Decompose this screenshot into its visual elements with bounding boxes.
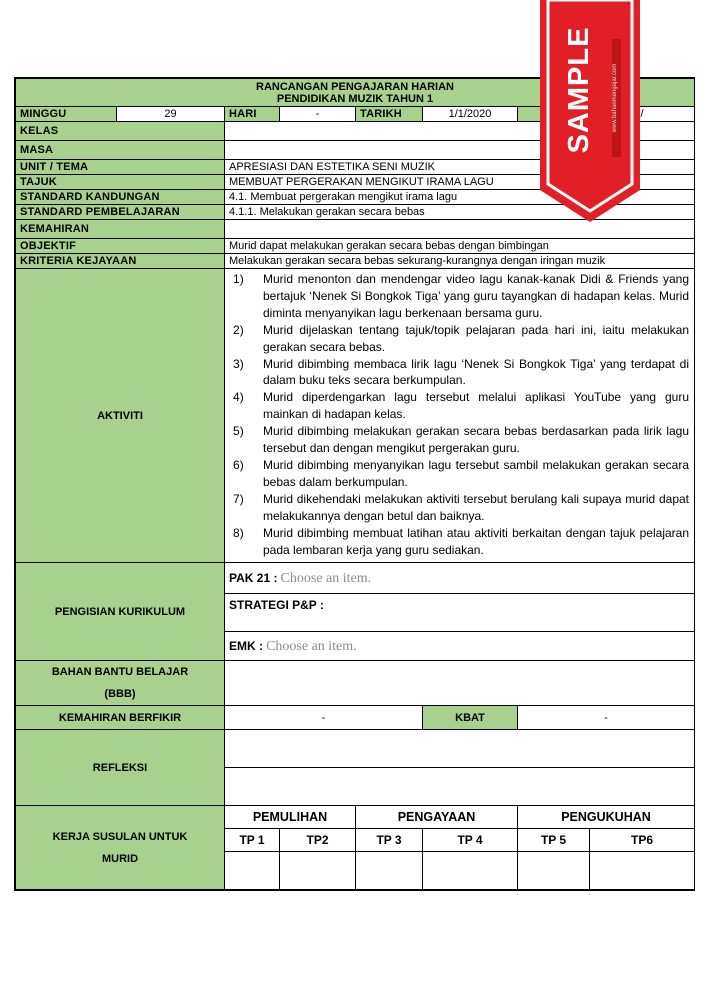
unit-tema-value: APRESIASI DAN ESTETIKA SENI MUZIK [225, 160, 695, 175]
kerja-susulan-label [16, 806, 225, 890]
bbb-value [225, 661, 695, 706]
tp5-header: TP 5 [518, 829, 590, 852]
standard-pembelajaran-label: STANDARD PEMBELAJARAN [16, 205, 225, 220]
objektif-label: OBJEKTIF [16, 239, 225, 254]
tp6-value [590, 852, 695, 890]
emk-dropdown[interactable]: Choose an item. [266, 638, 357, 654]
pengukuhan-header: PENGUKUHAN [518, 806, 695, 829]
emk-cell [225, 632, 695, 661]
kelas-label: KELAS [16, 122, 225, 141]
strategi-label: STRATEGI P&P : [229, 598, 324, 612]
tp6-header: TP6 [590, 829, 695, 852]
minggu-label: MINGGU [16, 107, 117, 122]
pak21-dropdown[interactable]: Choose an item. [280, 570, 372, 586]
row-susulan-groups [16, 806, 695, 829]
standard-pembelajaran-value: 4.1.1. Melakukan gerakan secara bebas [225, 205, 695, 220]
kemahiran-berfikir-value: - [225, 706, 423, 730]
tp3-header: TP 3 [356, 829, 423, 852]
meta-extra-value: / [590, 107, 695, 122]
pemulihan-header: PEMULIHAN [225, 806, 356, 829]
tajuk-value: MEMBUAT PERGERAKAN MENGIKUT IRAMA LAGU [225, 175, 695, 190]
sample-watermark-subtext: www.bahanmengajar.com [612, 39, 621, 157]
row-kemahiran [16, 220, 695, 239]
aktiviti-item: Murid menonton dan mendengar video lagu kanak-kanak Didi & Friends yang bertajuk ‘Nenek Si Bongkok Tiga’ yang guru tayangkan di hadapan kelas. Murid diminta menyanyikan lagu berkenaan bersama guru. [263, 272, 690, 320]
aktiviti-item: Murid dijelaskan tentang tajuk/topik pelajaran pada hari ini, iaitu melakukan gerakan secara bebas. [263, 322, 690, 354]
kemahiran-value [225, 220, 695, 239]
sample-watermark-text: SAMPLE [563, 26, 595, 154]
aktiviti-list [229, 271, 689, 558]
hari-label: HARI [225, 107, 280, 122]
kemahiran-berfikir-label: KEMAHIRAN BERFIKIR [16, 706, 225, 730]
emk-label: EMK : [229, 638, 263, 653]
title-line-2: PENDIDIKAN MUZIK TAHUN 1 [276, 92, 434, 105]
standard-kandungan-value: 4.1. Membuat pergerakan mengikut irama lagu [225, 190, 695, 205]
pengisian-kurikulum-label: PENGISIAN KURIKULUM [16, 563, 225, 661]
row-pak21 [16, 563, 695, 594]
tp4-header: TP 4 [423, 829, 518, 852]
pengayaan-header: PENGAYAAN [356, 806, 518, 829]
aktiviti-label: AKTIVITI [16, 269, 225, 563]
kbat-label: KBAT [423, 706, 518, 730]
aktiviti-item: Murid diperdengarkan lagu tersebut melalui aplikasi YouTube yang guru mainkan di hadapan kelas. [263, 390, 690, 422]
strategi-cell [225, 594, 695, 632]
row-aktiviti [16, 269, 695, 563]
aktiviti-content [225, 269, 695, 563]
row-kemahiran-berfikir [16, 706, 695, 730]
aktiviti-item: Murid dibimbing menyanyikan lagu tersebut sambil melakukan gerakan secara bebas dalam berkumpulan. [263, 457, 690, 489]
kerja-susulan-line-1: KERJA SUSULAN UNTUK [52, 830, 188, 843]
pak21-cell [225, 563, 695, 594]
objektif-value: Murid dapat melakukan gerakan secara bebas dengan bimbingan [225, 239, 695, 254]
bbb-label-line-2: (BBB) [104, 688, 136, 700]
hari-value: - [280, 107, 356, 122]
unit-tema-label: UNIT / TEMA [16, 160, 225, 175]
row-kriteria-kejayaan [16, 254, 695, 269]
aktiviti-item: Murid dibimbing membuat latihan atau aktiviti berkaitan dengan tajuk pelajaran pada lembaran kerja yang guru sediakan. [263, 525, 690, 557]
refleksi-line-1 [225, 730, 695, 768]
tp1-value [225, 852, 280, 890]
aktiviti-item: Murid dibimbing membaca lirik lagu ‘Nenek Si Bongkok Tiga’ yang terdapat di dalam buku teks secara berkumpulan. [263, 356, 690, 388]
bbb-label-line-1: BAHAN BANTU BELAJAR [51, 666, 189, 678]
kriteria-kejayaan-value: Melakukan gerakan secara bebas sekurang-kurangnya dengan iringan muzik [225, 254, 695, 269]
pak21-label: PAK 21 : [229, 570, 278, 585]
kriteria-kejayaan-label: KRITERIA KEJAYAAN [16, 254, 225, 269]
row-bbb [16, 661, 695, 706]
tp1-header: TP 1 [225, 829, 280, 852]
refleksi-label: REFLEKSI [16, 730, 225, 806]
tp2-value [280, 852, 356, 890]
refleksi-line-2 [225, 768, 695, 806]
tp5-value [518, 852, 590, 890]
title-line-1: RANCANGAN PENGAJARAN HARIAN [256, 80, 455, 93]
aktiviti-item: Murid dibimbing melakukan gerakan secara bebas berdasarkan pada lirik lagu tersebut dan dengan mengikut pergerakan guru. [263, 424, 690, 456]
tarikh-label: TARIKH [356, 107, 423, 122]
kerja-susulan-line-2: MURID [101, 852, 139, 865]
aktiviti-item: Murid dikehendaki melakukan aktiviti tersebut berulang kali supaya murid dapat melakukannya dengan betul dan baiknya. [263, 491, 690, 523]
minggu-value: 29 [117, 107, 225, 122]
kbat-value: - [518, 706, 695, 730]
tp3-value [356, 852, 423, 890]
tarikh-value: 1/1/2020 [423, 107, 518, 122]
row-refleksi-1 [16, 730, 695, 768]
tp4-value [423, 852, 518, 890]
masa-label: MASA [16, 141, 225, 160]
standard-kandungan-label: STANDARD KANDUNGAN [16, 190, 225, 205]
row-objektif [16, 239, 695, 254]
tp2-header: TP2 [280, 829, 356, 852]
bbb-label [16, 661, 225, 706]
tajuk-label: TAJUK [16, 175, 225, 190]
kemahiran-label: KEMAHIRAN [16, 220, 225, 239]
